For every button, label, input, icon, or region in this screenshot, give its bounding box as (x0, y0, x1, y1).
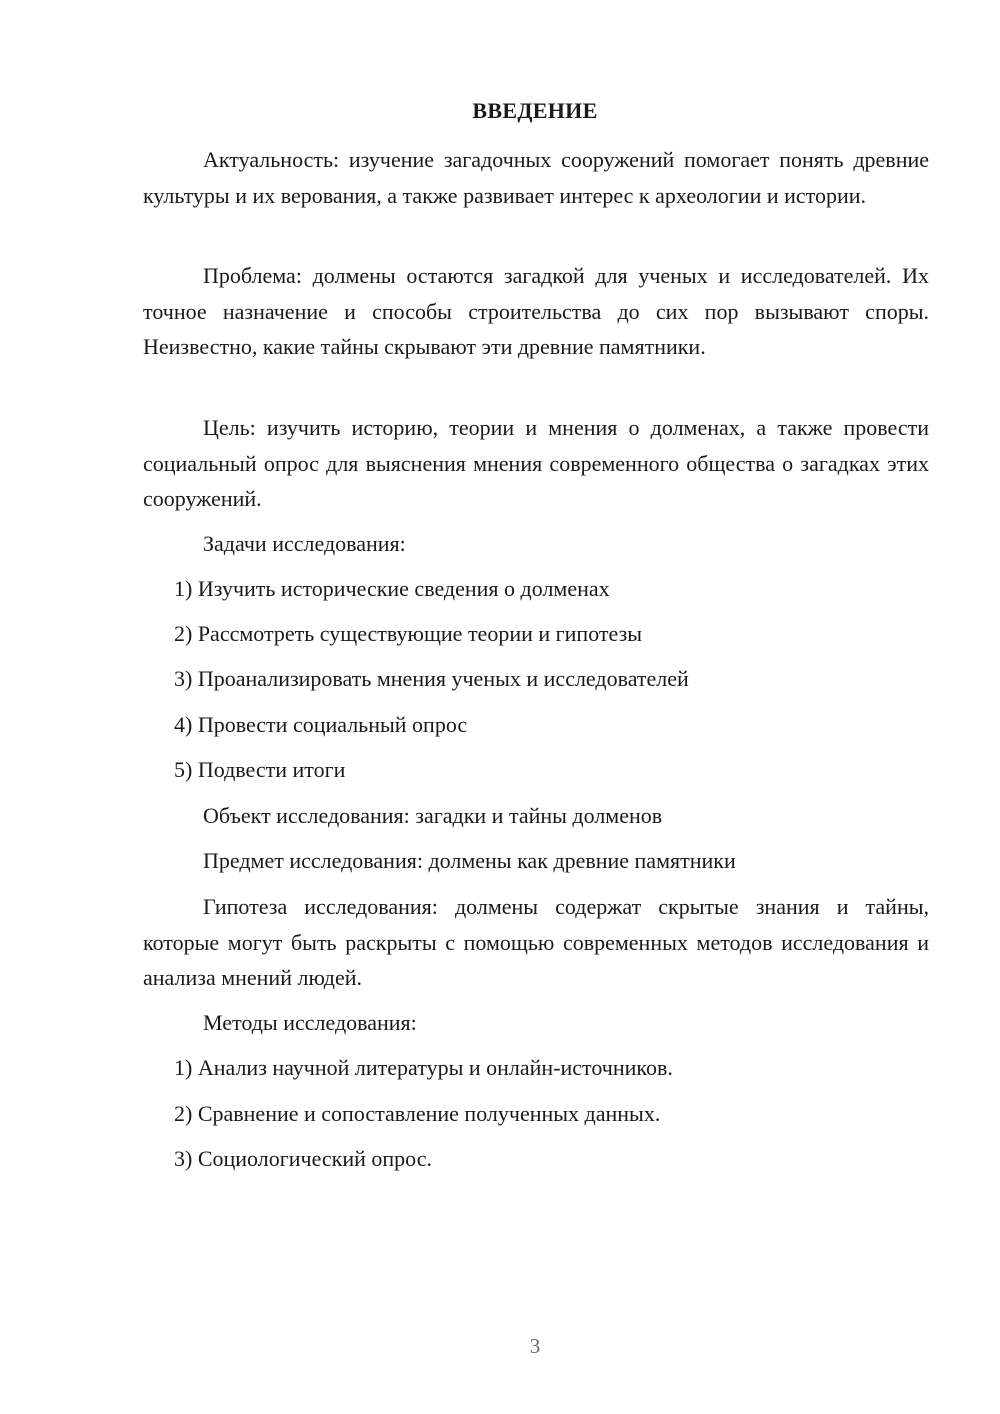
tasks-title: Задачи исследования: (203, 531, 406, 556)
page-title: ВВЕДЕНИЕ (472, 98, 598, 123)
method-item-2: 2) Сравнение и сопоставление полученных данных. (174, 1101, 661, 1126)
problem-paragraph: Проблема: долмены остаются загадкой для ученых и исследователей. Их точное назначение и способы строительства до сих пор вызывают споры. Неизвестно, какие тайны скрывают эти древние памятники. (143, 263, 929, 359)
page-number: 3 (529, 1334, 541, 1358)
task-item-5: 5) Подвести итоги (174, 757, 346, 782)
method-item-3: 3) Социологический опрос. (174, 1146, 432, 1171)
goal-paragraph: Цель: изучить историю, теории и мнения о долменах, а также провести социальный опрос для выяснения мнения современного общества о загадках этих сооружений. (143, 415, 929, 511)
relevance-paragraph: Актуальность: изучение загадочных сооружений помогает понять древние культуры и их верования, а также развивает интерес к археологии и истории. (143, 147, 929, 208)
task-item-1: 1) Изучить исторические сведения о долменах (174, 576, 610, 601)
research-object: Объект исследования: загадки и тайны долменов (203, 803, 663, 828)
task-item-3: 3) Проанализировать мнения ученых и исследователей (174, 666, 689, 691)
method-item-1: 1) Анализ научной литературы и онлайн-источников. (174, 1055, 673, 1080)
task-item-4: 4) Провести социальный опрос (174, 712, 468, 737)
research-subject: Предмет исследования: долмены как древние памятники (203, 848, 736, 873)
methods-title: Методы исследования: (203, 1010, 417, 1035)
task-item-2: 2) Рассмотреть существующие теории и гипотезы (174, 621, 643, 646)
hypothesis-paragraph: Гипотеза исследования: долмены содержат скрытые знания и тайны, которые могут быть раскрыты с помощью современных методов исследования и анализа мнений людей. (143, 894, 929, 990)
